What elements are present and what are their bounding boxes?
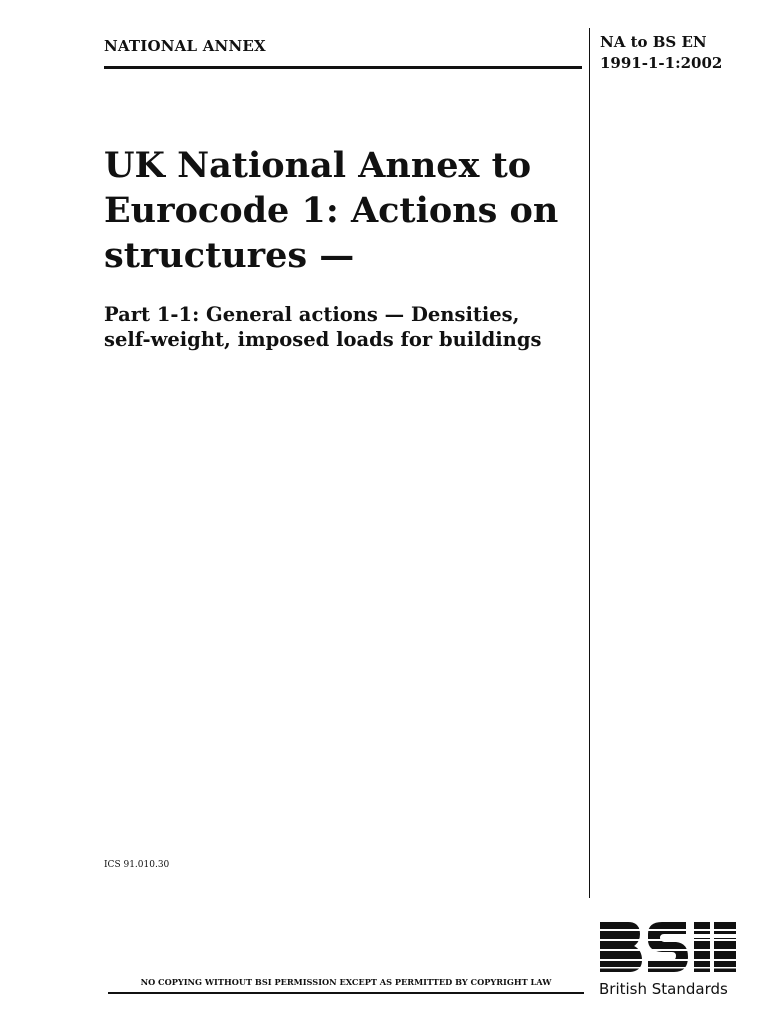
document-title — [104, 143, 584, 278]
document-subtitle — [104, 302, 588, 352]
document-title-line2: Eurocode 1: Actions on — [104, 190, 559, 231]
header-rule — [104, 66, 582, 69]
bsi-caption: British Standards — [599, 980, 728, 998]
document-type-label: NATIONAL ANNEX — [104, 37, 266, 55]
footer-rule — [108, 992, 584, 994]
document-title-line3: structures — — [104, 235, 355, 276]
document-subtitle-line1: Part 1-1: General actions — Densities, — [104, 303, 520, 326]
document-title-line1: UK National Annex to — [104, 145, 532, 186]
document-reference-line2: 1991-1-1:2002 — [600, 54, 723, 72]
document-reference-line1: NA to BS EN — [600, 33, 707, 51]
document-subtitle-line2: self-weight, imposed loads for buildings — [104, 328, 542, 351]
copyright-notice: NO COPYING WITHOUT BSI PERMISSION EXCEPT AS PERMITTED BY COPYRIGHT LAW — [140, 977, 552, 987]
ics-code: ICS 91.010.30 — [104, 860, 170, 870]
column-divider — [589, 28, 590, 898]
document-reference — [600, 32, 722, 74]
